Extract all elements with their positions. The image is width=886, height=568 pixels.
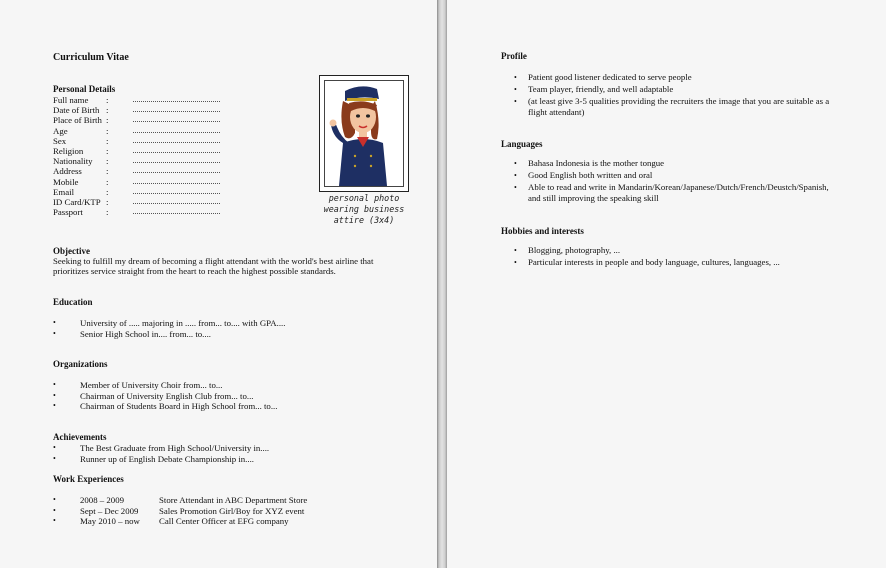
languages-heading: Languages	[501, 139, 543, 149]
objective-line: Seeking to fulfill my dream of becoming a flight attendant with the world's best airline that	[53, 256, 374, 266]
personal-detail-colon: :	[106, 95, 109, 105]
list-item: • Chairman of University English Club from... to...	[53, 391, 433, 402]
work-row	[53, 516, 433, 527]
photo-caption-line: attire (3x4)	[333, 215, 395, 225]
list-item: • The Best Graduate from High School/University in....	[53, 443, 433, 454]
personal-detail-colon: :	[106, 125, 109, 136]
personal-detail-blank	[133, 162, 220, 163]
list-item: • Patient good listener dedicated to serve people	[501, 72, 881, 84]
education-heading: Education	[53, 297, 93, 307]
work-experiences-list	[53, 495, 433, 527]
flight-attendant-illustration	[325, 81, 403, 186]
hobbies-heading: Hobbies and interests	[501, 226, 584, 236]
list-item: • Runner up of English Debate Championship in....	[53, 454, 433, 465]
work-period: • 2008 – 2009	[80, 495, 124, 505]
personal-detail-label: Email	[53, 186, 75, 197]
personal-detail-blank	[133, 101, 220, 102]
personal-detail-label: Date of Birth	[53, 105, 100, 116]
personal-detail-colon: :	[106, 145, 109, 156]
personal-detail-label: Age	[53, 125, 68, 136]
list-item: • Senior High School in.... from... to....	[53, 329, 433, 340]
personal-detail-row	[53, 126, 253, 136]
personal-detail-colon: :	[106, 186, 109, 197]
work-description: Sales Promotion Girl/Boy for XYZ event	[159, 505, 305, 516]
personal-detail-colon: :	[106, 196, 109, 207]
organizations-list	[53, 380, 433, 412]
list-item: • Team player, friendly, and well adaptable	[501, 84, 881, 96]
page-gutter	[437, 0, 447, 568]
personal-detail-colon: :	[106, 135, 109, 146]
work-description: Store Attendant in ABC Department Store	[159, 495, 308, 505]
personal-detail-blank	[133, 142, 220, 143]
work-row	[53, 495, 433, 506]
objective-text	[53, 256, 433, 277]
organizations-heading: Organizations	[53, 359, 108, 369]
personal-detail-label: Full name	[53, 95, 89, 105]
list-item: • Blogging, photography, ...	[501, 245, 881, 257]
personal-detail-blank	[133, 203, 220, 204]
cv-page-right	[447, 0, 886, 568]
personal-detail-blank	[133, 111, 220, 112]
list-item: • Member of University Choir from... to...	[53, 380, 433, 391]
personal-detail-colon: :	[106, 166, 109, 177]
work-period: • Sept – Dec 2009	[80, 505, 139, 516]
profile-heading: Profile	[501, 51, 527, 61]
profile-list	[501, 72, 881, 119]
personal-detail-row	[53, 197, 253, 207]
personal-detail-blank	[133, 132, 220, 133]
list-item: • Bahasa Indonesia is the mother tongue	[501, 158, 881, 170]
personal-detail-colon: :	[106, 105, 109, 116]
personal-details-table	[53, 95, 253, 217]
list-item: • Able to read and write in Mandarin/Korean/Japanese/Dutch/French/Deustch/Spanish,	[501, 182, 881, 194]
list-item: • Good English both written and oral	[501, 170, 881, 182]
work-experiences-heading: Work Experiences	[53, 474, 124, 484]
personal-detail-row	[53, 146, 253, 156]
personal-detail-row	[53, 177, 253, 187]
personal-detail-label: Sex	[53, 135, 67, 146]
personal-detail-colon: :	[106, 176, 109, 187]
achievements-list	[53, 443, 433, 464]
personal-detail-blank	[133, 152, 220, 153]
list-item-continuation: flight attendant)	[528, 107, 585, 118]
education-list	[53, 318, 433, 339]
work-row	[53, 506, 433, 517]
personal-detail-label: Address	[53, 166, 82, 177]
list-item: • Chairman of Students Board in High School from... to...	[53, 401, 433, 412]
personal-detail-blank	[133, 121, 220, 122]
personal-detail-label: Religion	[53, 145, 84, 156]
photo-caption	[312, 193, 416, 226]
personal-detail-blank	[133, 172, 220, 173]
personal-detail-blank	[133, 183, 220, 184]
personal-detail-label: Place of Birth	[53, 115, 102, 126]
personal-detail-label: Mobile	[53, 176, 79, 187]
personal-detail-label: Nationality	[53, 156, 93, 167]
photo-placeholder	[324, 80, 404, 187]
objective-line: prioritizes service straight from the heart to reach the highest possible standards.	[53, 266, 336, 277]
personal-detail-colon: :	[106, 115, 109, 126]
personal-detail-label: Passport	[53, 207, 83, 218]
list-item: • Particular interests in people and body language, cultures, languages, ...	[501, 257, 881, 269]
personal-detail-colon: :	[106, 156, 109, 167]
languages-list	[501, 158, 881, 205]
personal-detail-row	[53, 166, 253, 176]
work-period: • May 2010 – now	[80, 516, 140, 526]
achievements-heading: Achievements	[53, 432, 107, 442]
objective-heading: Objective	[53, 246, 90, 256]
list-item: • University of ..... majoring in ..... from... to.... with GPA....	[53, 318, 433, 329]
photo-caption-line: personal photo	[328, 193, 400, 203]
list-item-continuation: and still improving the speaking skill	[528, 193, 659, 204]
personal-detail-row	[53, 207, 253, 217]
personal-detail-colon: :	[106, 207, 109, 218]
list-item: • (at least give 3-5 qualities providing the recruiters the image that you are suitable as a	[501, 96, 881, 108]
personal-detail-row	[53, 187, 253, 197]
personal-detail-row	[53, 136, 253, 146]
personal-detail-row	[53, 115, 253, 125]
personal-detail-row	[53, 95, 253, 105]
work-description: Call Center Officer at EFG company	[159, 516, 289, 526]
personal-detail-blank	[133, 193, 220, 194]
personal-details-heading: Personal Details	[53, 84, 116, 94]
personal-detail-row	[53, 156, 253, 166]
personal-detail-label: ID Card/KTP	[53, 196, 101, 207]
document-title: Curriculum Vitae	[53, 52, 129, 63]
photo-caption-line: wearing business	[323, 204, 405, 214]
photo-frame	[319, 75, 409, 192]
cv-page-left	[0, 0, 437, 568]
hobbies-list	[501, 245, 881, 269]
personal-detail-blank	[133, 213, 220, 214]
personal-detail-row	[53, 105, 253, 115]
